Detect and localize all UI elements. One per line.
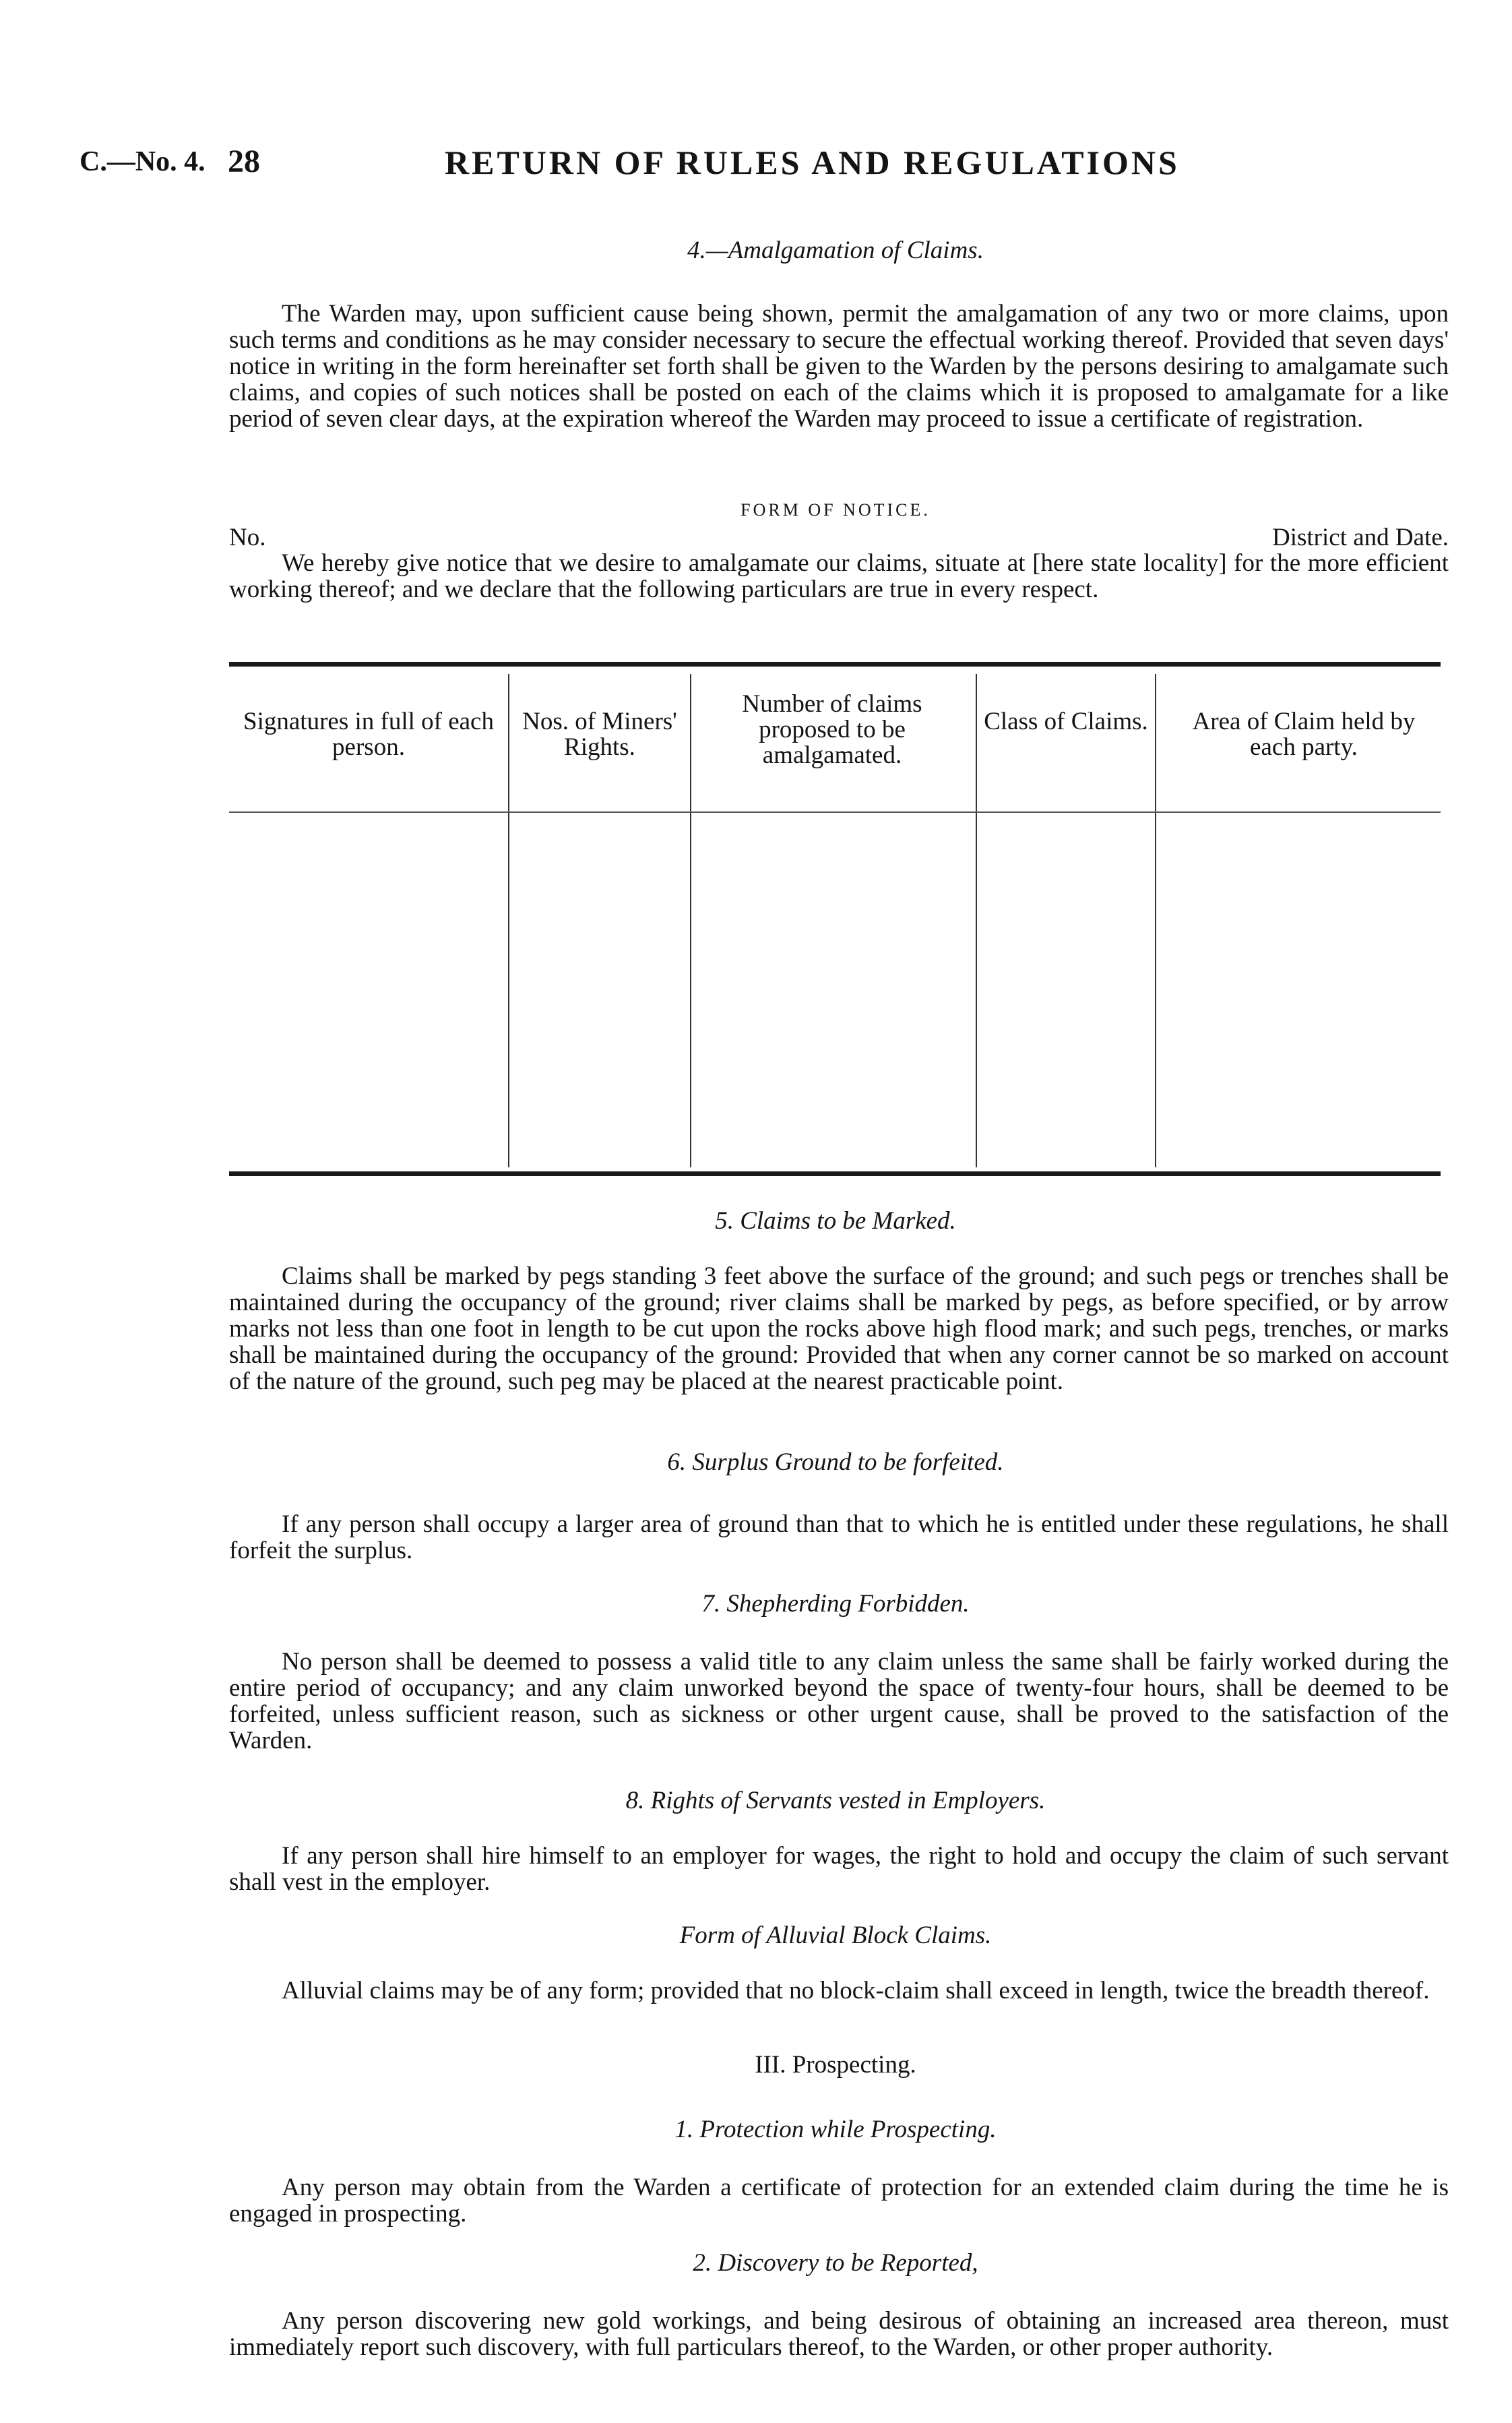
- table-column-divider: [976, 674, 977, 1167]
- form-of-notice-title: FORM OF NOTICE.: [741, 500, 931, 520]
- section-6-heading: 6. Surplus Ground to be forfeited.: [667, 1448, 1004, 1476]
- section-4-body: The Warden may, upon sufficient cause being shown, permit the amalgamation of any two or more claims, upon such terms and conditions as he may consider necessary to secure the effectual working thereof. Provided that seven days' notice in writing in the form hereinafter set forth shall be given to the Warden by the persons desiring to amalgamate such claims, and copies of such notices shall be posted on each of the claims which it is proposed to amalgamate for a like period of seven clear days, at the expiration whereof the Warden may proceed to issue a certificate of registration.: [229, 300, 1449, 433]
- section-5-heading: 5. Claims to be Marked.: [715, 1207, 956, 1235]
- part-3-heading: III. Prospecting.: [755, 2051, 916, 2079]
- alluvial-block-heading: Form of Alluvial Block Claims.: [679, 1922, 992, 1949]
- page-header: [0, 143, 1512, 183]
- table-header-signatures: Signatures in full of each person.: [243, 708, 494, 761]
- table-column-divider: [508, 674, 509, 1167]
- section-6-body: If any person shall occupy a larger area of ground than that to which he is entitled under these regulations, he shall forfeit the surplus.: [229, 1510, 1449, 1564]
- table-bottom-rule: [229, 1171, 1441, 1176]
- claims-table: [229, 662, 1441, 1181]
- prospecting-protection-body: Any person may obtain from the Warden a certificate of protection for an extended claim during the time he is engaged in prospecting.: [229, 2174, 1449, 2228]
- section-8-body: If any person shall hire himself to an employer for wages, the right to hold and occupy the claim of such servant shall vest in the employer.: [229, 1842, 1449, 1896]
- alluvial-block-body: Alluvial claims may be of any form; provided that no block-claim shall exceed in length, twice the breadth thereof.: [282, 1977, 1430, 2004]
- form-notice-text: We hereby give notice that we desire to amalgamate our claims, situate at [here state locality] for the more efficient working thereof; and we declare that the following particulars are true in every respect.: [229, 549, 1449, 603]
- page-number: 28: [228, 144, 260, 179]
- table-header-miners-rights: Nos. of Miners' Rights.: [522, 708, 677, 761]
- form-number-date-line: [229, 523, 1449, 552]
- table-header-class-of-claims: Class of Claims.: [984, 708, 1148, 735]
- table-column-divider: [1155, 674, 1156, 1167]
- discovery-reported-heading: 2. Discovery to be Reported,: [693, 2249, 978, 2277]
- table-header-rule: [229, 811, 1441, 813]
- page-title: RETURN OF RULES AND REGULATIONS: [445, 144, 1180, 181]
- section-7-body: No person shall be deemed to possess a valid title to any claim unless the same shall be fairly worked during the entire period of occupancy; and any claim unworked beyond the space of twenty-four hours, shall be deemed to be forfeited, unless sufficient reason, such as sickness or other urgent cause, shall be proved to the satisfaction of the Warden.: [229, 1648, 1449, 1754]
- table-column-divider: [690, 674, 691, 1167]
- prospecting-protection-heading: 1. Protection while Prospecting.: [674, 2116, 997, 2143]
- table-header-number-of-claims: Number of claims proposed to be amalgamated.: [742, 690, 922, 769]
- discovery-reported-body: Any person discovering new gold workings, and being desirous of obtaining an increased area thereon, must immediately report such discovery, with full particulars thereof, to the Warden, or other proper authority.: [229, 2307, 1449, 2361]
- form-no-label: No.: [229, 524, 266, 551]
- document-reference: C.—No. 4.: [80, 146, 206, 177]
- section-7-heading: 7. Shepherding Forbidden.: [701, 1590, 970, 1618]
- section-5-body: Claims shall be marked by pegs standing 3 feet above the surface of the ground; and such pegs or trenches shall be maintained during the occupancy of the ground; river claims shall be marked by pegs, as before specified, or by arrow marks not less than one foot in length to be cut upon the rocks above high flood mark; and such pegs, trenches, or marks shall be maintained during the occupancy of the ground: Provided that when any corner cannot be so marked on account of the nature of the ground, such peg may be placed at the nearest practicable point.: [229, 1262, 1449, 1395]
- form-district-date-label: District and Date.: [1272, 524, 1449, 551]
- table-header-area-of-claim: Area of Claim held by each party.: [1192, 708, 1416, 761]
- section-8-heading: 8. Rights of Servants vested in Employers.: [625, 1787, 1046, 1814]
- table-top-rule: [229, 662, 1441, 667]
- section-4-heading: 4.—Amalgamation of Claims.: [687, 237, 984, 264]
